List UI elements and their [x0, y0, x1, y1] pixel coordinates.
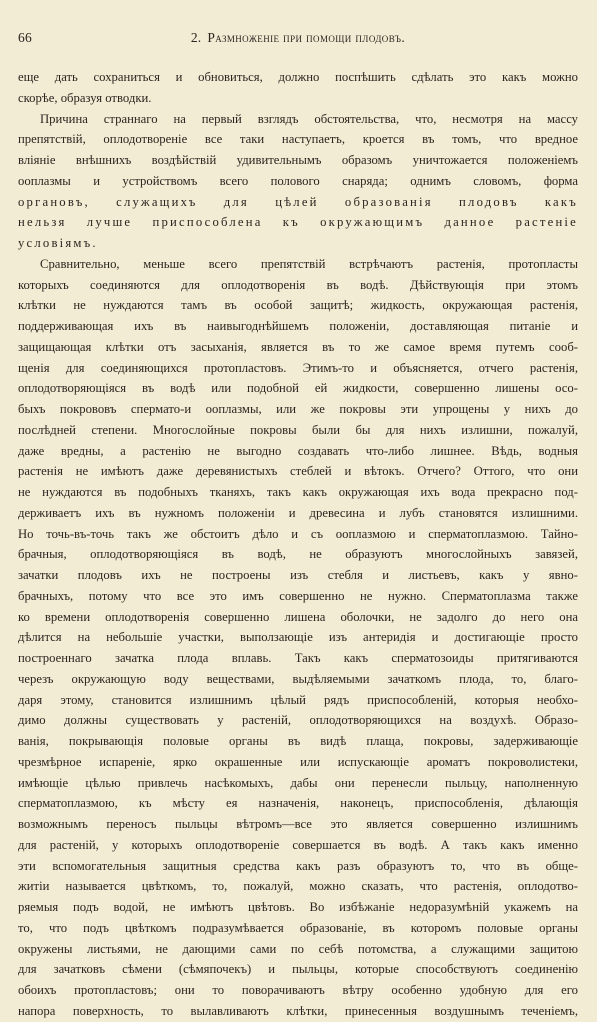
text-line: Но точь-въ-точь такъ же обстоитъ дѣло и съ ооплазмою и сперматоплазмою. Тайно-	[18, 526, 578, 541]
text-line: даря этому, становится излишнимъ цѣлый рядъ приспособленій, которыя необхо-	[18, 692, 578, 707]
text-line: эти вспомогательныя защитныя средства какъ разъ образуютъ то, что въ обще-	[18, 858, 578, 873]
text-line: скорѣе, образуя отводки.	[18, 90, 152, 105]
text-line: препятствій, оплодотвореніе все таки наступаетъ, кроется въ томъ, что вредное	[18, 132, 578, 147]
text-line: сперматоплазмою, къ мѣсту ея назначенія, наконецъ, приспособленія, дѣлающія	[18, 796, 578, 811]
text-line: даже вредны, а растенію не выгодно создавать что-либо лишнее. Вѣдь, водныя	[18, 443, 578, 458]
text-line: которыхъ соединяются для оплодотворенія въ водѣ. Дѣйствующія при этомъ	[18, 277, 578, 292]
body-text	[18, 67, 578, 1022]
page-number: 66	[18, 30, 32, 45]
text-line: щенія для соединяющихся протопластовъ. Этимъ-то и объясняется, отчего растенія,	[18, 360, 578, 375]
text-line: Сравнительно, меньше всего препятствій встрѣчаютъ растенія, протопласты	[40, 256, 578, 271]
text-line: ряемыя подъ водой, не имѣютъ цвѣтовъ. Во избѣжаніе недоразумѣній укажемъ на	[18, 900, 578, 914]
text-line: органовъ, служащихъ для цѣлей образованія плодовъ какъ	[18, 194, 578, 209]
text-line: ко времени оплодотворенія совершенно лишена оболочки, не задолго до него она	[18, 609, 578, 624]
text-line: окружены листьями, не дающими сами по себѣ потомства, а служащими защитою	[18, 941, 578, 956]
text-line: еще дать сохраниться и обновиться, должно поспѣшить сдѣлать это какъ можно	[18, 70, 578, 84]
text-line: для растеній, у которыхъ оплодотвореніе совершается въ водѣ. А такъ какъ именно	[18, 837, 578, 852]
section-number: 2.	[190, 30, 202, 45]
text-line: построеннаго зачатка плода вплавь. Такъ какъ сперматозоиды притягиваются	[18, 651, 578, 665]
text-line: вліяніе внѣшнихъ воздѣйствій удивительнымъ образомъ уничтожается положеніемъ	[18, 153, 578, 167]
text-line: дѣлится на небольшіе участки, выползающіе изъ антеридія и достигающіе просто	[18, 630, 578, 645]
text-line: ванія, покрывающія половые органы въ видѣ плаща, покровы, задерживающіе	[18, 734, 578, 748]
text-line: зачатки плодовъ ихъ не построены изъ стебля и листьевъ, какъ у явно-	[18, 568, 578, 582]
text-line: для зачатковъ сѣмени (сѣмяпочекъ) и пыльцы, которые способствуютъ соединенію	[18, 962, 578, 977]
book-page	[18, 0, 578, 1018]
text-line: брачныя, оплодотворяющіяся въ водѣ, не образуютъ многослойныхъ завязей,	[18, 547, 578, 562]
text-line: оплодотворяющіяся въ водѣ или подобной ей жидкости, совершенно лишены осо-	[18, 381, 578, 396]
text-line: возможнымъ переносъ пыльцы вѣтромъ—все это является совершенно излишнимъ	[18, 817, 578, 831]
text-line: защищающая клѣтки отъ засыханія, является въ то же самое время путемъ сооб-	[18, 339, 578, 354]
text-line: то, что подъ цвѣткомъ подразумѣвается образованіе, въ которомъ половые органы	[18, 920, 578, 935]
text-line: житіи называется цвѣткомъ, то, пожалуй, можно сказать, что растенія, оплодотво-	[18, 879, 578, 894]
text-line: поддерживающая ихъ въ наивыгоднѣйшемъ положеніи, доставляющая питаніе и	[18, 319, 578, 333]
running-title	[18, 30, 578, 46]
text-line: обоихъ протопластовъ; они то поворачиваютъ вѣтру особенно удобную для его	[18, 983, 578, 997]
section-title: Размноженіе при помощи плодовъ.	[207, 30, 406, 45]
text-line: растенія не имѣютъ даже деревянистыхъ стеблей и вѣтокъ. Отчего? Оттого, что они	[18, 464, 578, 479]
text-line: держиваетъ ихъ въ нужномъ положеніи и древесина и лубъ становятся излишними.	[18, 505, 578, 520]
text-line: брачныхъ, потому что все это имъ совершенно не нужно. Сперматоплазма также	[18, 588, 578, 603]
text-line: димо должны существовать у растеній, оплодотворяющихся на воздухѣ. Образо-	[18, 713, 578, 728]
text-line: послѣдней степени. Многослойные покровы были бы для нихъ излишни, пожалуй,	[18, 422, 578, 437]
text-line: не нуждаются въ подобныхъ тканяхъ, такъ какъ окружающая ихъ вода прекрасно под-	[18, 485, 578, 499]
text-line: быхъ покрововъ спермато-и ооплазмы, или же покровы эти упрощены у нихъ до	[18, 402, 578, 416]
text-line: Причина страннаго на первый взглядъ обстоятельства, что, несмотря на массу	[40, 111, 578, 126]
text-line: ооплазмы и устройствомъ всего полового снаряда; однимъ словомъ, форма	[18, 173, 578, 188]
text-line: чрезмѣрное испареніе, ярко окрашенные или испускающіе ароматъ покроволистеки,	[18, 754, 578, 769]
text-line: нельзя лучше приспособлена къ окружающимъ данное растеніе	[18, 215, 578, 230]
text-line: условіямъ.	[18, 236, 98, 250]
text-line: имѣющіе цѣлью привлечь насѣкомыхъ, дабы они перенесли пыльцу, наполненную	[18, 775, 578, 790]
text-line: напора поверхность, то вылавливаютъ клѣтки, принесенныя воздушнымъ теченіемъ,	[18, 1003, 578, 1018]
text-line: черезъ окружающую воду веществами, выдѣляемыми зачаткомъ плода, то, благо-	[18, 671, 578, 686]
page-header	[18, 30, 578, 50]
text-line: клѣтки не нуждаются тамъ въ особой защитѣ; жидкость, окружающая растенія,	[18, 298, 578, 313]
